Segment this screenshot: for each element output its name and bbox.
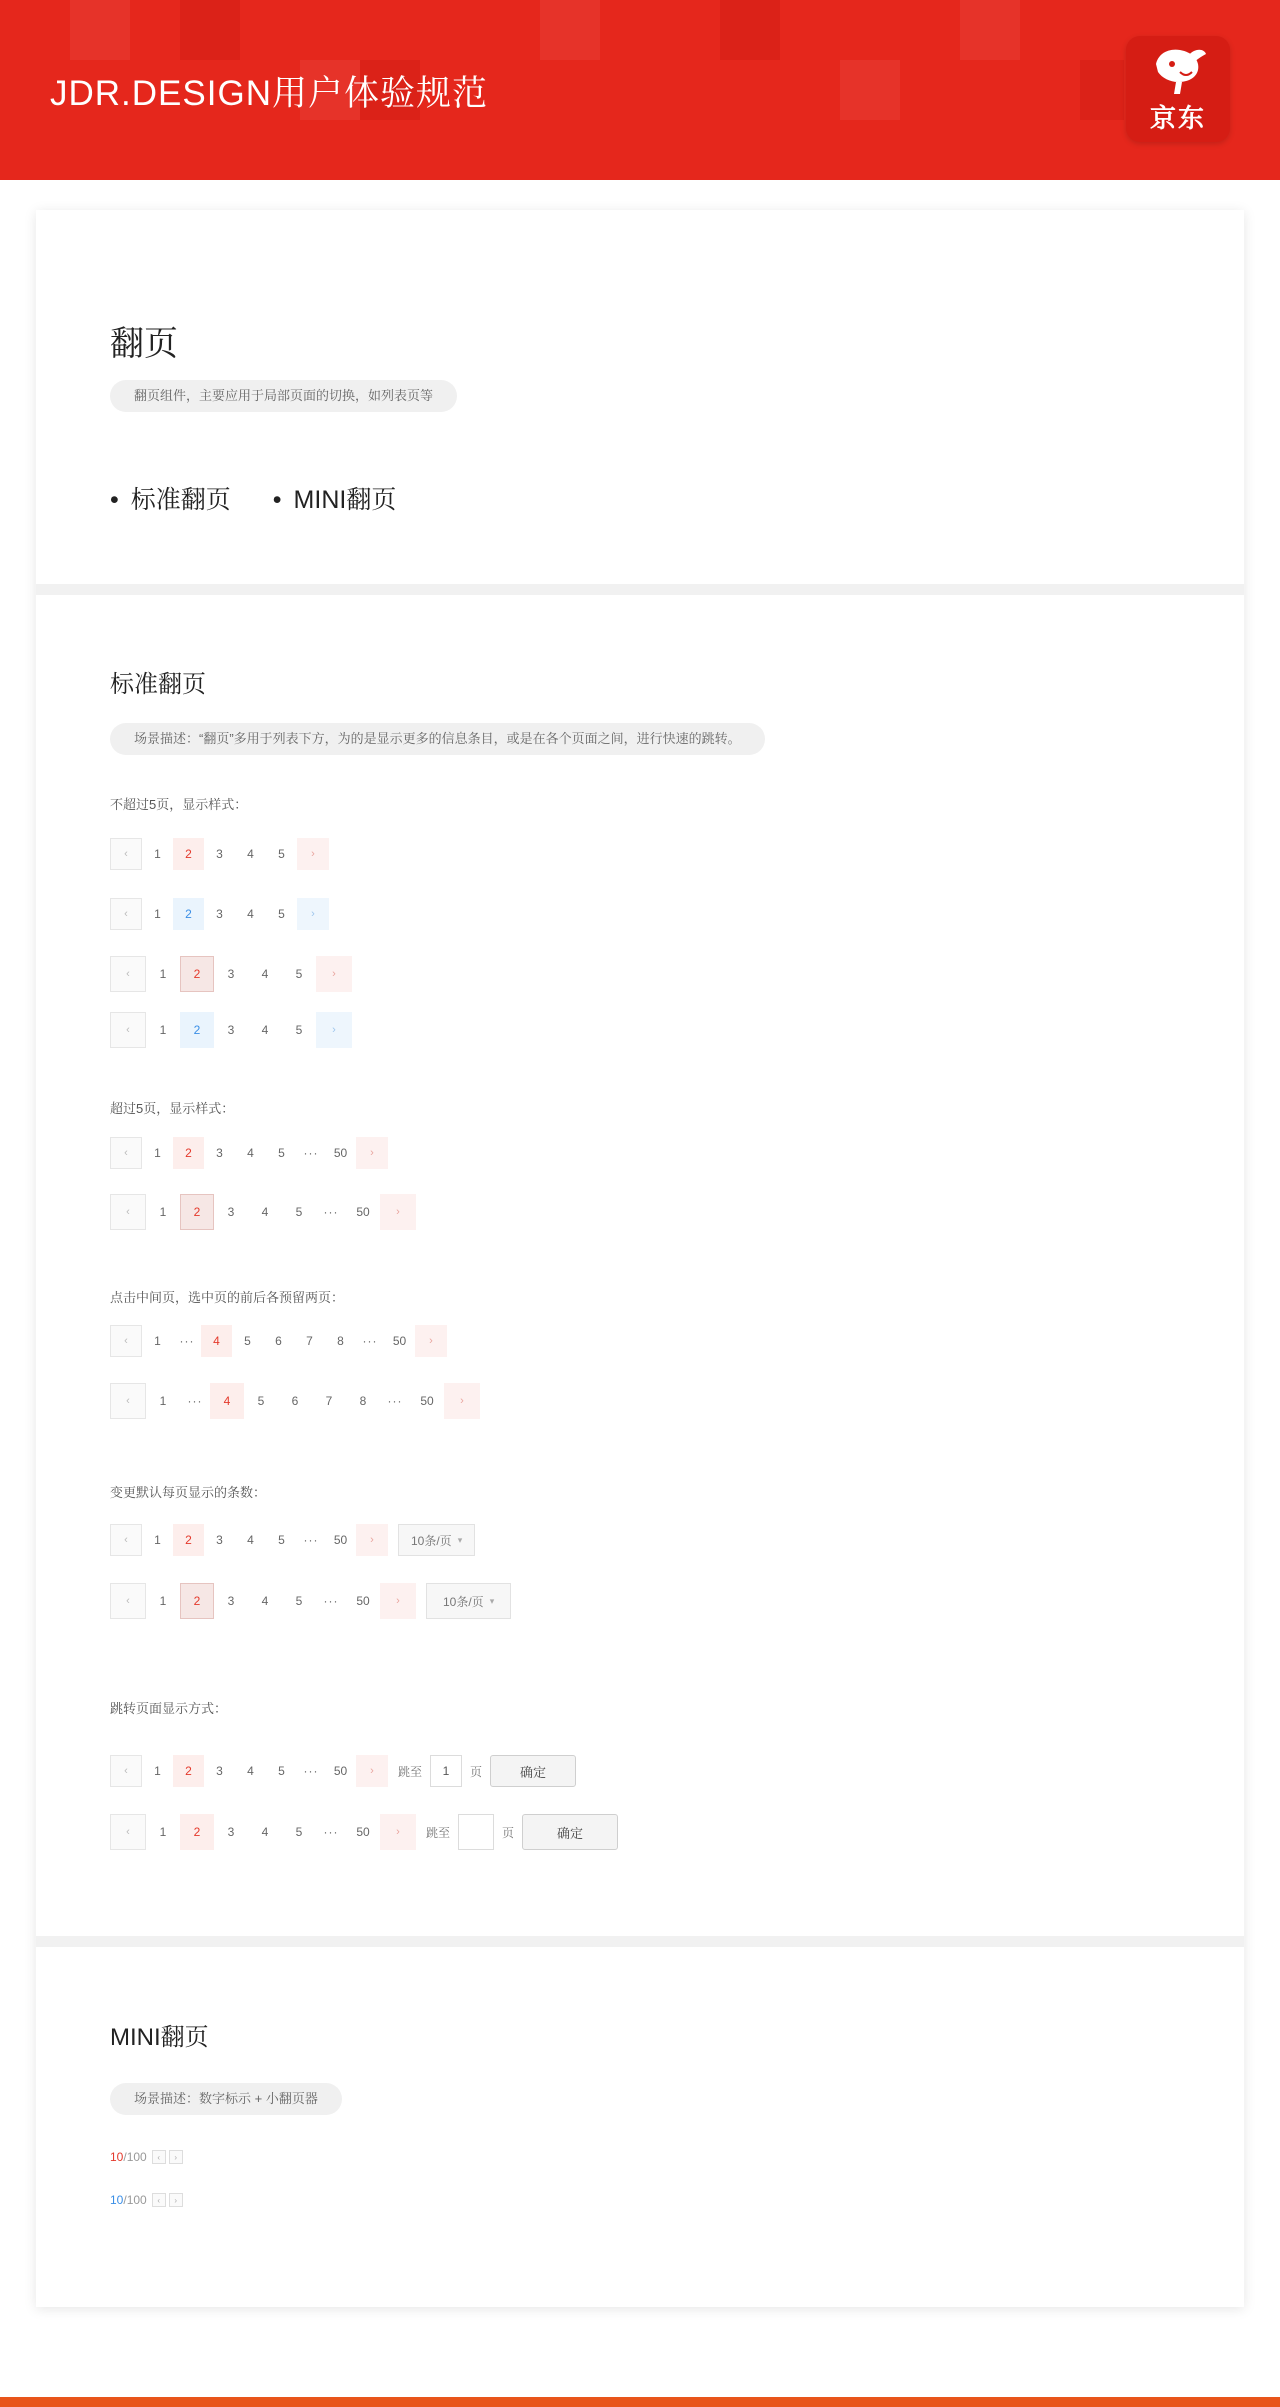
page-size-value: 10条/页 [443,1594,484,1609]
ellipsis[interactable]: ··· [323,1825,339,1839]
page-last[interactable]: 50 [333,1146,348,1160]
ellipsis[interactable]: ··· [187,1394,203,1408]
jd-logo [1126,36,1230,142]
page-last[interactable]: 50 [356,1594,370,1608]
page-last[interactable]: 50 [356,1825,370,1839]
page-3[interactable]: 3 [216,1533,223,1547]
ellipsis[interactable]: ··· [303,1146,319,1160]
section-divider [36,584,1244,595]
pager-le5-blue-large [110,1012,352,1048]
mini-prev-button[interactable]: ‹ [152,2193,166,2207]
page-1[interactable]: 1 [159,1205,167,1219]
page-3[interactable]: 3 [227,1594,235,1608]
prev-button[interactable]: ‹ [110,1755,142,1787]
header-banner [0,0,1280,180]
standard-section-title: 标准翻页 [110,671,206,698]
page-4[interactable]: 4 [247,1146,254,1160]
page-5[interactable]: 5 [278,907,285,921]
header-tile [540,0,600,60]
next-button[interactable]: › [356,1755,388,1787]
next-button[interactable]: › [316,956,352,992]
page-4[interactable]: 4 [247,907,254,921]
header-tile [960,0,1020,60]
pager-gt5-large [110,1194,416,1230]
page-5[interactable]: 5 [278,1764,285,1778]
page-1[interactable]: 1 [159,1594,167,1608]
prev-button[interactable]: ‹ [110,1325,142,1357]
next-button[interactable]: › [380,1194,416,1230]
page-5[interactable]: 5 [278,1533,285,1547]
page-5[interactable]: 5 [295,1023,303,1037]
prev-button[interactable]: ‹ [110,1012,146,1048]
pager-le5-blue-small [110,898,329,930]
page-5[interactable]: 5 [278,847,285,861]
page-5[interactable]: 5 [295,1825,303,1839]
page-size-value: 10条/页 [411,1533,452,1548]
page-2-active[interactable]: 2 [180,1814,214,1850]
mini-current-page: 10 [110,2150,124,2164]
mini-current-page: 10 [110,2193,124,2207]
ellipsis[interactable]: ··· [303,1764,319,1778]
page-5[interactable]: 5 [295,967,303,981]
next-button[interactable]: › [415,1325,447,1357]
next-button[interactable]: › [380,1583,416,1619]
pager-size-small [110,1524,475,1556]
page-last[interactable]: 50 [392,1334,407,1348]
header-tile [840,60,900,120]
page-7[interactable]: 7 [306,1334,313,1348]
page-title: 翻页 [110,325,178,363]
mini-next-button[interactable]: › [169,2193,183,2207]
next-button[interactable]: › [356,1524,388,1556]
mini-description: 场景描述：数字标示 + 小翻页器 [110,2083,342,2115]
page-1[interactable]: 1 [154,907,161,921]
page-2-active[interactable]: 2 [173,838,204,870]
next-button[interactable]: › [297,898,329,930]
ellipsis[interactable]: ··· [323,1594,339,1608]
page-2-active[interactable]: 2 [173,1755,204,1787]
page-3[interactable]: 3 [227,1205,235,1219]
page-2-active[interactable]: 2 [180,956,214,992]
label-jump: 跳转页面显示方式： [110,1701,228,1716]
footer-bar [0,2397,1280,2407]
mini-pager-blue [110,2193,183,2207]
confirm-button[interactable]: 确定 [522,1814,618,1850]
label-le5: 不超过5页，显示样式： [110,797,248,812]
page-3[interactable]: 3 [216,847,223,861]
page-unit-label: 页 [502,1825,515,1840]
page-3[interactable]: 3 [216,907,223,921]
page-1[interactable]: 1 [159,967,167,981]
page-2-active[interactable]: 2 [173,1137,204,1169]
prev-button[interactable]: ‹ [110,838,142,870]
page-4[interactable]: 4 [247,1764,254,1778]
mini-section-title: MINI翻页 [110,2024,209,2051]
mini-next-button[interactable]: › [169,2150,183,2164]
page-4[interactable]: 4 [261,1205,269,1219]
page-5[interactable]: 5 [278,1146,285,1160]
ellipsis[interactable]: ··· [179,1334,195,1348]
section-links [110,480,438,516]
section-divider [36,1936,1244,1947]
chevron-down-icon: ▾ [457,1534,463,1545]
ellipsis[interactable]: ··· [362,1334,378,1348]
pager-middle-large [110,1383,480,1419]
page-3[interactable]: 3 [227,1023,235,1037]
jump-page-input[interactable]: 1 [430,1755,462,1787]
link-mini-pager[interactable]: • MINI翻页 [273,480,397,516]
page-8[interactable]: 8 [359,1394,367,1408]
page-1[interactable]: 1 [159,1825,167,1839]
header-tile [1080,60,1124,120]
prev-button[interactable]: ‹ [110,1524,142,1556]
pager-le5-red-small [110,838,329,870]
next-button[interactable]: › [380,1814,416,1850]
mini-total-pages: /100 [123,2193,147,2207]
page-4[interactable]: 4 [261,1594,269,1608]
header-tile [720,0,780,60]
intro-description: 翻页组件，主要应用于局部页面的切换，如列表页等 [110,380,457,412]
page-1[interactable]: 1 [154,847,161,861]
next-button[interactable]: › [297,838,329,870]
page-5[interactable]: 5 [295,1594,303,1608]
pager-le5-red-large [110,956,352,992]
prev-button[interactable]: ‹ [110,956,146,992]
page-1[interactable]: 1 [154,1146,161,1160]
page-4[interactable]: 4 [247,1533,254,1547]
page-6[interactable]: 6 [291,1394,299,1408]
standard-description: 场景描述：“翻页”多用于列表下方，为的是显示更多的信息条目，或是在各个页面之间，进行快速的跳转。 [110,723,765,755]
chevron-down-icon: ▾ [489,1595,495,1606]
label-middle: 点击中间页，选中页的前后各预留两页： [110,1290,345,1305]
page-1[interactable]: 1 [154,1764,161,1778]
page-first[interactable]: 1 [159,1394,167,1408]
page-4-active[interactable]: 4 [210,1383,244,1419]
page-size-select[interactable] [398,1524,475,1556]
pager-jump-large [110,1814,618,1850]
page-8[interactable]: 8 [337,1334,344,1348]
page-2-active[interactable]: 2 [173,898,204,930]
page-1[interactable]: 1 [159,1023,167,1037]
link-standard-pager[interactable]: • 标准翻页 [110,480,231,516]
page-4[interactable]: 4 [261,1023,269,1037]
page-size-select[interactable] [426,1583,511,1619]
confirm-button[interactable]: 确定 [490,1755,576,1787]
page-4-active[interactable]: 4 [201,1325,232,1357]
page-1[interactable]: 1 [154,1533,161,1547]
page-4[interactable]: 4 [261,1825,269,1839]
pager-gt5-small [110,1137,388,1169]
label-page-size: 变更默认每页显示的条数： [110,1485,267,1500]
mini-pager-red [110,2150,183,2164]
next-button[interactable]: › [356,1137,388,1169]
page-2-active[interactable]: 2 [173,1524,204,1556]
page-7[interactable]: 7 [325,1394,333,1408]
label-gt5: 超过5页，显示样式： [110,1101,235,1116]
page-last[interactable]: 50 [333,1764,348,1778]
page-unit-label: 页 [470,1764,483,1779]
prev-button[interactable]: ‹ [110,1194,146,1230]
ellipsis[interactable]: ··· [323,1205,339,1219]
ellipsis[interactable]: ··· [387,1394,403,1408]
prev-button[interactable]: ‹ [110,1383,146,1419]
mini-total-pages: /100 [123,2150,147,2164]
prev-button[interactable]: ‹ [110,1814,146,1850]
next-button[interactable]: › [444,1383,480,1419]
content-card [36,210,1244,2307]
mini-prev-button[interactable]: ‹ [152,2150,166,2164]
logo-text: 京东 [1149,103,1206,133]
header-title: JDR.DESIGN用户体验规范 [50,74,488,113]
page-last[interactable]: 50 [333,1533,348,1547]
page-2-active[interactable]: 2 [180,1194,214,1230]
page-last[interactable]: 50 [356,1205,370,1219]
page-3[interactable]: 3 [227,967,235,981]
prev-button[interactable]: ‹ [110,1583,146,1619]
page-3[interactable]: 3 [216,1764,223,1778]
header-tile [70,0,130,60]
next-button[interactable]: › [316,1012,352,1048]
pager-size-large [110,1583,511,1619]
page-2-active[interactable]: 2 [180,1012,214,1048]
pager-middle-small [110,1325,447,1357]
header-tile [180,0,240,60]
page-4[interactable]: 4 [247,847,254,861]
page-6[interactable]: 6 [275,1334,282,1348]
page-5[interactable]: 5 [295,1205,303,1219]
page-2-active[interactable]: 2 [180,1583,214,1619]
page-5[interactable]: 5 [257,1394,265,1408]
page-first[interactable]: 1 [154,1334,161,1348]
page-4[interactable]: 4 [261,967,269,981]
page-last[interactable]: 50 [420,1394,434,1408]
prev-button[interactable]: ‹ [110,898,142,930]
ellipsis[interactable]: ··· [303,1533,319,1547]
page-3[interactable]: 3 [216,1146,223,1160]
page-3[interactable]: 3 [227,1825,235,1839]
jump-to-label: 跳至 [398,1764,423,1779]
jump-to-label: 跳至 [426,1825,451,1840]
jd-dog-icon [1148,46,1208,98]
prev-button[interactable]: ‹ [110,1137,142,1169]
page-5[interactable]: 5 [244,1334,251,1348]
pager-jump-small [110,1755,576,1787]
jump-page-input[interactable] [458,1814,494,1850]
